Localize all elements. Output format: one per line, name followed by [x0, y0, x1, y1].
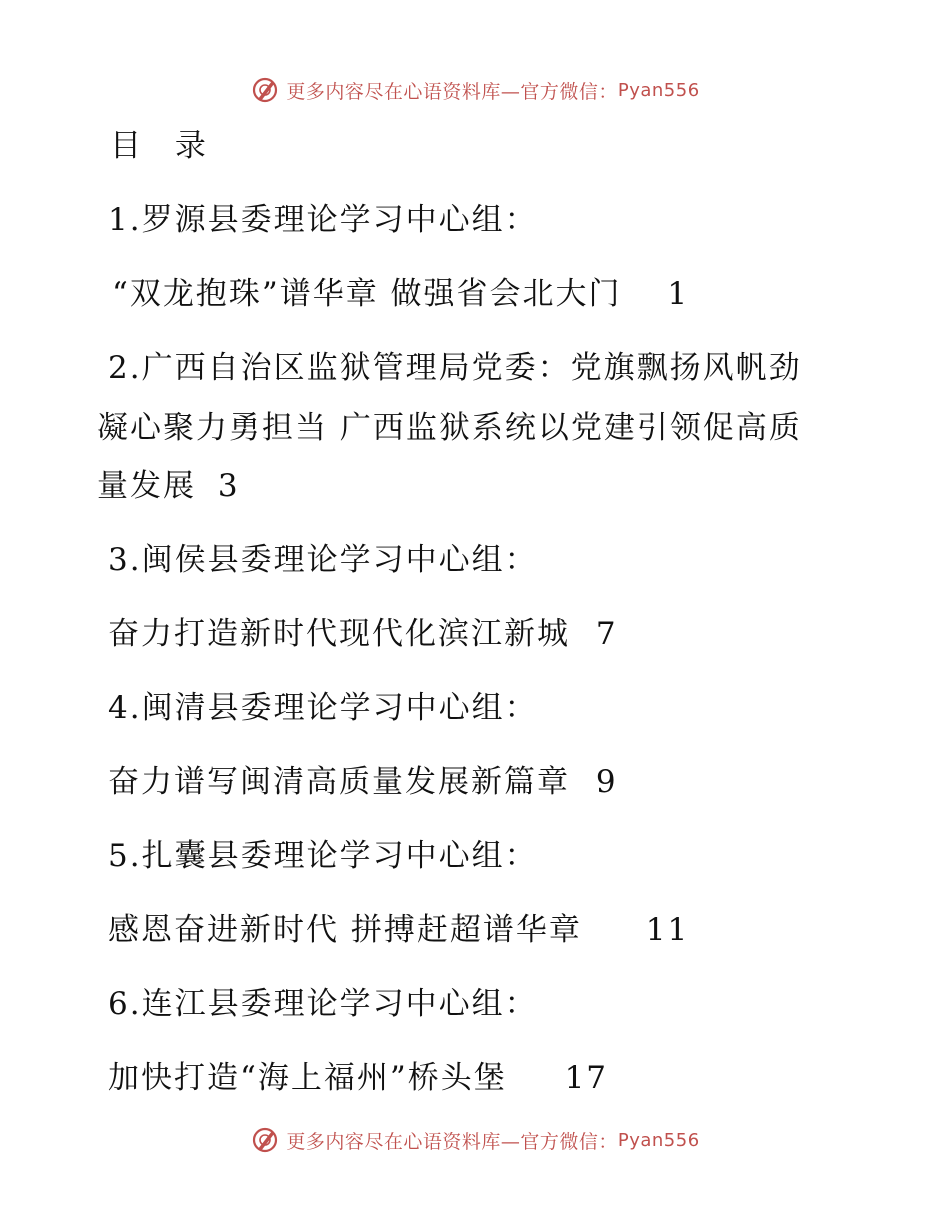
- toc-entry-6-subtitle-text: 加快打造“海上福州”桥头堡: [108, 1060, 507, 1096]
- toc-entry-3-heading: 3.闽侯县委理论学习中心组：: [108, 542, 538, 578]
- toc-entry-2-subtitle[interactable]: 凝心聚力勇担当 广西监狱系统以党建引领促高质: [97, 410, 802, 446]
- toc-entry-5-heading: 5.扎囊县委理论学习中心组：: [108, 838, 538, 874]
- watermark-wechat-id: Pyan556: [617, 1129, 700, 1151]
- toc-entry-3-page: 7: [595, 616, 618, 652]
- toc-entry-1-subtitle-text: “双龙抱珠”谱华章 做强省会北大门: [112, 276, 622, 312]
- toc-entry-5-page: 11: [645, 912, 690, 948]
- toc-entry-5-subtitle-text: 感恩奋进新时代 拼搏赶超谱华章: [108, 912, 582, 948]
- toc-title: 目 录: [110, 128, 218, 164]
- toc-entry-5-subtitle[interactable]: [108, 908, 689, 952]
- toc-entry-4-subtitle[interactable]: [108, 760, 618, 804]
- quill-logo-icon: [250, 75, 280, 105]
- watermark-wechat-id: Pyan556: [617, 79, 700, 101]
- toc-entry-1-subtitle[interactable]: [112, 272, 689, 316]
- quill-logo-icon: [250, 1125, 280, 1155]
- footer-watermark: [0, 1120, 950, 1160]
- toc-entry-2-page: 3: [217, 468, 240, 504]
- toc-entry-2-subtitle-cont[interactable]: [97, 464, 240, 508]
- toc-entry-1-heading: 1.罗源县委理论学习中心组：: [108, 202, 538, 238]
- toc-entry-3-subtitle-text: 奋力打造新时代现代化滨江新城: [108, 616, 570, 652]
- watermark-text: 更多内容尽在心语资料库—官方微信：: [286, 1130, 618, 1153]
- toc-entry-1-page: 1: [667, 276, 690, 312]
- toc-entry-2-heading: 2.广西自治区监狱管理局党委：党旗飘扬风帆劲: [108, 350, 802, 386]
- toc-entry-4-page: 9: [595, 764, 618, 800]
- toc-entry-6-page: 17: [564, 1060, 609, 1096]
- toc-entry-2-subtitle2-text: 量发展: [97, 468, 196, 504]
- toc-entry-3-subtitle[interactable]: [108, 612, 618, 656]
- header-watermark: [0, 70, 950, 110]
- toc-entry-4-heading: 4.闽清县委理论学习中心组：: [108, 690, 538, 726]
- toc-entry-6-heading: 6.连江县委理论学习中心组：: [108, 986, 538, 1022]
- watermark-text: 更多内容尽在心语资料库—官方微信：: [286, 80, 618, 103]
- toc-entry-4-subtitle-text: 奋力谱写闽清高质量发展新篇章: [108, 764, 570, 800]
- toc-entry-6-subtitle[interactable]: [108, 1056, 608, 1100]
